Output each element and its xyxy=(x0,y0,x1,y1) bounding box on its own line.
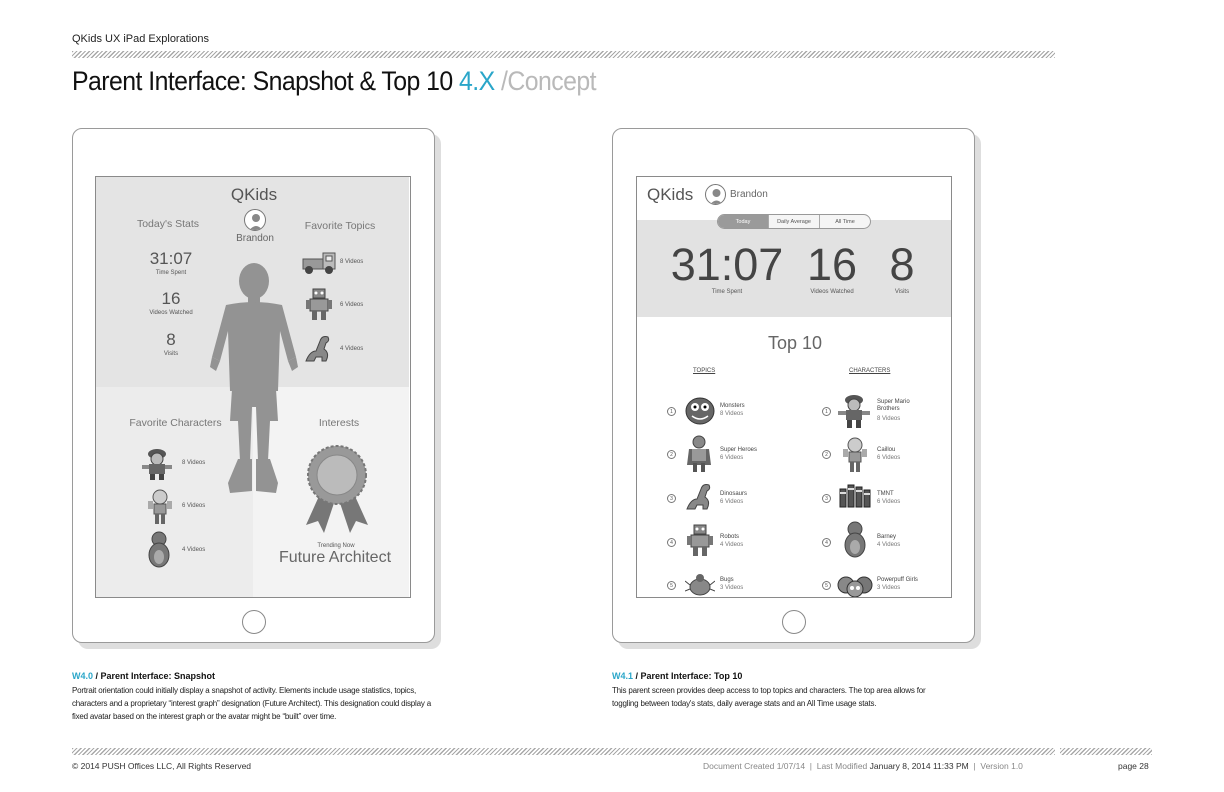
characters-header: CHARACTERS xyxy=(849,368,891,374)
character-name: Barney xyxy=(877,534,897,540)
character-count: 6 Videos xyxy=(877,455,901,461)
modified-date: January 8, 2014 11:33 PM xyxy=(869,761,969,771)
topics-header: TOPICS xyxy=(693,368,716,374)
character-count: 8 Videos xyxy=(182,460,206,466)
stat-videos-value: 16 xyxy=(806,239,858,290)
avatar[interactable] xyxy=(244,209,266,231)
page-title xyxy=(72,66,596,97)
topic-count: 3 Videos xyxy=(720,585,744,591)
topic-count: 4 Videos xyxy=(720,542,744,548)
title-main: Parent Interface: Snapshot & Top 10 xyxy=(72,66,460,96)
character-count: 6 Videos xyxy=(182,503,206,509)
copyright: © 2014 PUSH Offices LLC, All Rights Reserved xyxy=(72,761,252,771)
caption-left-heading: / Parent Interface: Snapshot xyxy=(93,671,216,681)
rank-badge: 4 xyxy=(667,538,676,547)
stat-visits-label: Visits xyxy=(894,289,910,295)
stat-visits-value: 8 xyxy=(166,330,176,349)
left-ipad-screen xyxy=(95,176,411,598)
bug-icon[interactable] xyxy=(685,573,715,598)
stat-videos-label: Videos Watched xyxy=(149,310,193,316)
stat-videos-value: 16 xyxy=(161,289,181,308)
caption-left-body: Portrait orientation could initially display a snapshot of activity. Elements include usage statistics, topics, characters and a proprietary “interest graph” designation (Future Architect). This designation could display a fixed avatar based on the interest graph or the avatar might be “built” over time. xyxy=(72,686,431,721)
document-label: QKids UX iPad Explorations xyxy=(72,33,209,45)
topic-count: 6 Videos xyxy=(340,302,364,308)
interests-label: Interests xyxy=(318,417,360,429)
top-10-title: Top 10 xyxy=(767,333,823,353)
character-count: 3 Videos xyxy=(877,585,901,591)
title-version: 4.X xyxy=(459,66,495,96)
robot-icon[interactable] xyxy=(306,287,332,321)
caption-left-title xyxy=(72,671,215,681)
mario-icon[interactable] xyxy=(837,393,871,429)
caillou-icon[interactable] xyxy=(843,437,867,473)
document-dates xyxy=(703,761,1023,771)
rank-badge: 5 xyxy=(667,581,676,590)
title-concept: /Concept xyxy=(494,66,597,96)
toggle-all-time[interactable]: All Time xyxy=(835,218,855,225)
rank-badge: 5 xyxy=(822,581,831,590)
character-name: Powerpuff Girls xyxy=(877,577,918,583)
barney-icon[interactable] xyxy=(146,531,172,571)
topic-count: 4 Videos xyxy=(340,346,364,352)
header-divider xyxy=(72,51,1055,58)
page-number: page 28 xyxy=(1118,761,1149,771)
character-count: 4 Videos xyxy=(182,547,206,553)
topic-name: Super Heroes xyxy=(720,447,758,453)
stat-visits-value: 8 xyxy=(889,239,915,290)
topic-name: Monsters xyxy=(720,403,745,409)
trending-value: Future Architect xyxy=(278,549,392,566)
monster-icon[interactable] xyxy=(683,395,717,427)
stat-time-value: 31:07 xyxy=(670,239,784,290)
todays-stats-label: Today's Stats xyxy=(136,218,200,230)
time-range-toggle xyxy=(717,214,871,229)
topic-name: Bugs xyxy=(720,577,734,583)
character-count: 8 Videos xyxy=(877,416,901,422)
home-button[interactable] xyxy=(782,610,806,634)
user-icon xyxy=(706,185,726,205)
rank-badge: 3 xyxy=(822,494,831,503)
tmnt-icon[interactable] xyxy=(839,483,871,511)
app-title: QKids xyxy=(230,185,278,204)
ribbon-badge-icon xyxy=(304,445,370,535)
toggle-today[interactable]: Today xyxy=(718,215,769,228)
topic-count: 8 Videos xyxy=(340,259,364,265)
character-name: Super Mario Brothers xyxy=(877,399,910,412)
superhero-icon[interactable] xyxy=(685,435,713,473)
topic-count: 8 Videos xyxy=(720,411,744,417)
robot-icon[interactable] xyxy=(687,523,713,557)
topic-count: 6 Videos xyxy=(720,499,744,505)
rank-badge: 2 xyxy=(667,450,676,459)
left-ipad-frame xyxy=(72,128,435,643)
child-avatar-silhouette xyxy=(208,261,300,511)
topic-count: 6 Videos xyxy=(720,455,744,461)
home-button[interactable] xyxy=(242,610,266,634)
barney-icon[interactable] xyxy=(843,521,867,561)
toy-truck-icon[interactable] xyxy=(301,249,337,275)
stat-time-label: Time Spent xyxy=(155,270,187,276)
rank-badge: 4 xyxy=(822,538,831,547)
right-ipad-frame xyxy=(612,128,975,643)
topic-name: Robots xyxy=(720,534,740,540)
stat-time-value: 31:07 xyxy=(149,249,193,268)
rank-badge: 3 xyxy=(667,494,676,503)
app-title: QKids xyxy=(647,185,694,204)
favorite-topics-label: Favorite Topics xyxy=(304,220,376,232)
footer-divider-page xyxy=(1060,748,1152,755)
rank-badge: 1 xyxy=(667,407,676,416)
character-count: 4 Videos xyxy=(877,542,901,548)
character-count: 6 Videos xyxy=(877,499,901,505)
caption-left-code: W4.0 xyxy=(72,671,94,681)
version: | Version 1.0 xyxy=(968,761,1023,771)
stat-time-label: Time Spent xyxy=(711,289,743,295)
avatar[interactable] xyxy=(705,184,726,205)
user-name: Brandon xyxy=(236,233,274,244)
toggle-daily-average[interactable]: Daily Average xyxy=(769,215,820,228)
caption-right-title xyxy=(612,671,742,681)
character-name: TMNT xyxy=(877,491,894,497)
favorite-characters-label: Favorite Characters xyxy=(129,417,222,429)
footer-divider xyxy=(72,748,1055,755)
created-date: Document Created 1/07/14 | Last Modified xyxy=(703,761,870,771)
topic-name: Dinosaurs xyxy=(720,491,748,497)
powerpuff-icon[interactable] xyxy=(837,573,873,598)
dinosaur-icon[interactable] xyxy=(302,333,334,365)
character-name: Caillou xyxy=(877,447,896,453)
user-name: Brandon xyxy=(730,189,768,200)
rank-badge: 1 xyxy=(822,407,831,416)
trending-label: Trending Now xyxy=(317,543,355,549)
caption-right-code: W4.1 xyxy=(612,671,634,681)
dinosaur-icon[interactable] xyxy=(683,481,715,513)
caption-right-heading: / Parent Interface: Top 10 xyxy=(633,671,743,681)
rank-badge: 2 xyxy=(822,450,831,459)
stat-visits-label: Visits xyxy=(163,351,179,357)
stat-videos-label: Videos Watched xyxy=(810,289,854,295)
caillou-icon[interactable] xyxy=(148,489,172,525)
right-ipad-screen xyxy=(636,176,952,598)
mario-icon[interactable] xyxy=(142,447,172,481)
caption-right-body: This parent screen provides deep access to top topics and characters. The top area allows for toggling between today's stats, daily average stats and an All Time usage stats. xyxy=(612,686,926,708)
